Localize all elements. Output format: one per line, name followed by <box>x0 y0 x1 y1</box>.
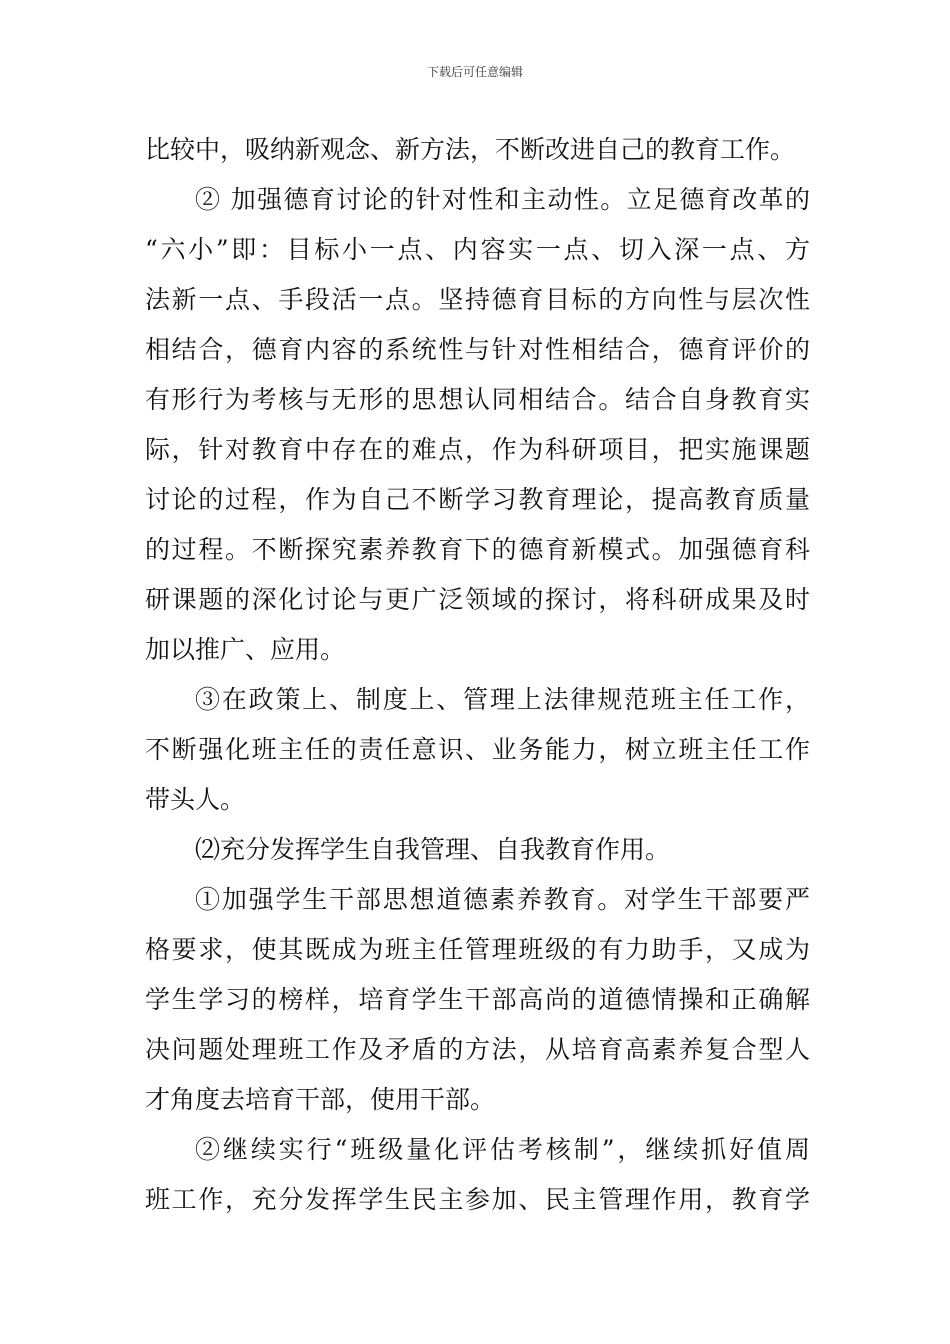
text-line: 班工作，充分发挥学生民主参加、民主管理作用，教育学 <box>145 1185 810 1214</box>
text-line: 格要求，使其既成为班主任管理班级的有力助手，又成为 <box>145 935 810 964</box>
text-line: 比较中，吸纳新观念、新方法，不断改进自己的教育工作。 <box>145 135 796 164</box>
text-line: 不断强化班主任的责任意识、业务能力，树立班主任工作 <box>145 735 810 764</box>
text-line: 决问题处理班工作及矛盾的方法，从培育高素养复合型人 <box>145 1035 810 1064</box>
text-line: 讨论的过程，作为自己不断学习教育理论，提高教育质量 <box>145 485 810 514</box>
text-line: 带头人。 <box>145 785 246 814</box>
text-line: ⑵充分发挥学生自我管理、自我教育作用。 <box>195 835 671 864</box>
text-line: “六小”即：目标小一点、内容实一点、切入深一点、方 <box>145 235 810 264</box>
text-line: ③在政策上、制度上、管理上法律规范班主任工作， <box>195 685 810 714</box>
text-line: 法新一点、手段活一点。坚持德育目标的方向性与层次性 <box>145 285 810 314</box>
page-header-note: 下载后可任意编辑 <box>426 65 523 79</box>
text-line: ② 加强德育讨论的针对性和主动性。立足德育改革的 <box>195 185 810 214</box>
text-line: 学生学习的榜样，培育学生干部高尚的道德情操和正确解 <box>145 985 810 1014</box>
text-line: 相结合，德育内容的系统性与针对性相结合，德育评价的 <box>145 335 810 364</box>
document-body <box>145 125 810 1225</box>
text-line: 有形行为考核与无形的思想认同相结合。结合自身教育实 <box>145 385 810 414</box>
text-line: 际，针对教育中存在的难点，作为科研项目，把实施课题 <box>145 435 810 464</box>
text-line: ①加强学生干部思想道德素养教育。对学生干部要严 <box>195 885 810 914</box>
text-line: 才角度去培育干部，使用干部。 <box>145 1085 496 1114</box>
text-line: 的过程。不断探究素养教育下的德育新模式。加强德育科 <box>145 535 810 564</box>
text-line: 加以推广、应用。 <box>145 635 346 664</box>
text-line: ②继续实行“班级量化评估考核制”，继续抓好值周 <box>195 1135 810 1164</box>
text-line: 研课题的深化讨论与更广泛领域的探讨，将科研成果及时 <box>145 585 810 614</box>
